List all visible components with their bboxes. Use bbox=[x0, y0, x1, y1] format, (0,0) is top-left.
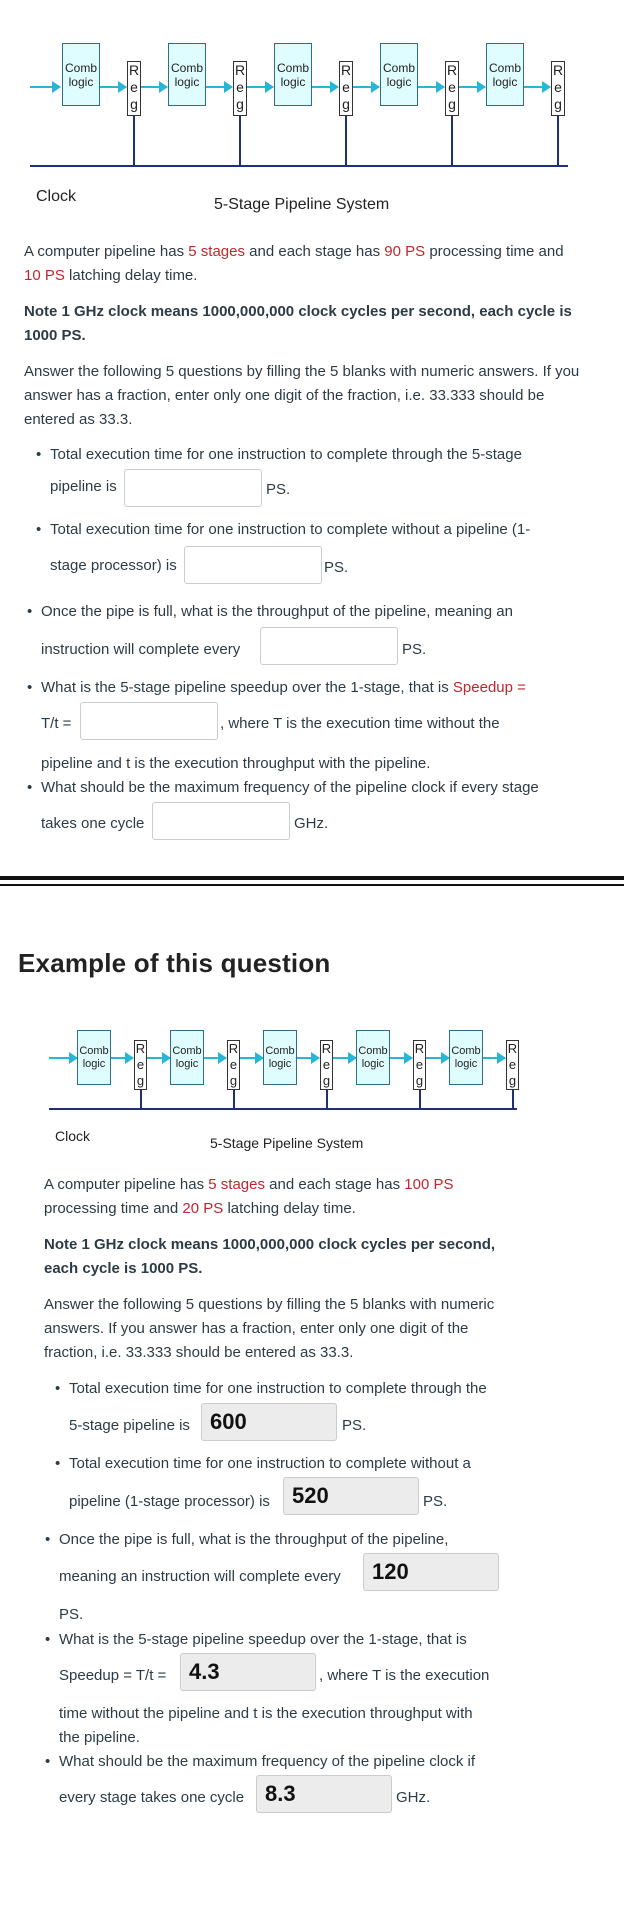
intro-text: A computer pipeline has bbox=[24, 243, 189, 260]
instructions-text: Answer the following 5 questions by filling the 5 blanks with numeric bbox=[44, 1296, 495, 1313]
pipeline-arrow bbox=[204, 1057, 226, 1059]
example-heading: Example of this question bbox=[18, 948, 331, 978]
reg-letter: R bbox=[340, 62, 352, 78]
reg-letter: R bbox=[135, 1041, 146, 1056]
register-block bbox=[445, 61, 459, 116]
pipeline-arrow bbox=[390, 1057, 412, 1059]
pipeline-arrow bbox=[240, 1057, 263, 1059]
example-question-4-line2: , where T is the execution bbox=[319, 1667, 490, 1684]
diagram-caption: 5-Stage Pipeline System bbox=[214, 196, 390, 213]
comb-label: logic bbox=[386, 74, 412, 89]
latch-delay-highlight: 10 PS bbox=[24, 267, 65, 284]
reg-letter: e bbox=[342, 79, 350, 95]
intro-text: latching delay time. bbox=[64, 267, 198, 284]
comb-logic-block bbox=[449, 1030, 483, 1085]
comb-label: Comb bbox=[382, 60, 415, 75]
instructions-paragraph bbox=[44, 1293, 544, 1365]
question-4-line2: , where T is the execution time without the bbox=[220, 715, 500, 732]
comb-label: Comb bbox=[79, 1044, 109, 1057]
intro-text: and each stage has bbox=[245, 243, 385, 260]
question-text: What should be the maximum frequency of the pipeline clock if every stage bbox=[41, 779, 539, 796]
comb-label: Comb bbox=[265, 1044, 295, 1057]
reg-letter: e bbox=[229, 1057, 238, 1072]
answer-input-2[interactable] bbox=[184, 546, 322, 584]
note-paragraph: Note 1 GHz clock means 1000,000,000 clock cycles per second, each cycle is 1000 PS. bbox=[24, 303, 572, 344]
reg-letter: g bbox=[322, 1073, 331, 1088]
speedup-formula: T/t = bbox=[41, 715, 72, 732]
example-question-4: • What is the 5-stage pipeline speedup over the 1-stage, that is bbox=[59, 1628, 467, 1652]
comb-logic-block bbox=[263, 1030, 297, 1085]
reg-letter: R bbox=[414, 1041, 425, 1056]
register-block bbox=[227, 1040, 240, 1090]
comb-label: Comb bbox=[276, 60, 309, 75]
question-4 bbox=[41, 676, 601, 700]
comb-label: Comb bbox=[488, 60, 521, 75]
speedup-highlight: Speedup = bbox=[452, 679, 526, 696]
answer-input-3[interactable]: 120 bbox=[363, 1553, 499, 1591]
question-2-line2 bbox=[50, 554, 177, 578]
reg-letter: e bbox=[130, 79, 138, 95]
reg-letter: R bbox=[321, 1041, 332, 1056]
unit-label: PS. bbox=[324, 559, 349, 576]
section-divider bbox=[0, 876, 624, 880]
comb-label: logic bbox=[174, 74, 200, 89]
comb-logic-block bbox=[62, 43, 100, 106]
reg-letter: R bbox=[507, 1041, 518, 1056]
instructions-text: answers. If you answer has a fraction, enter only one digit of the bbox=[44, 1320, 469, 1337]
reg-letter: R bbox=[234, 62, 246, 78]
answer-input-4[interactable]: 4.3 bbox=[180, 1653, 316, 1691]
example-question-2-line2: pipeline (1-stage processor) is bbox=[69, 1493, 270, 1510]
answer-input-3[interactable] bbox=[260, 627, 398, 665]
reg-letter: g bbox=[554, 96, 562, 112]
intro-text: latching delay time. bbox=[223, 1200, 356, 1217]
note-text: each cycle is 1000 PS. bbox=[44, 1260, 203, 1277]
reg-letter: e bbox=[322, 1057, 331, 1072]
comb-label: logic bbox=[280, 74, 306, 89]
example-question-1-line2: 5-stage pipeline is bbox=[69, 1417, 190, 1434]
instructions-text: fraction, i.e. 33.333 should be entered as 33.3. bbox=[44, 1344, 354, 1361]
pipeline-arrow bbox=[141, 86, 167, 88]
question-1-line2 bbox=[50, 475, 117, 499]
pipeline-arrow bbox=[426, 1057, 449, 1059]
reg-letter: R bbox=[128, 62, 140, 78]
answer-input-2[interactable]: 520 bbox=[283, 1477, 419, 1515]
register-block bbox=[320, 1040, 333, 1090]
reg-letter: e bbox=[415, 1057, 424, 1072]
processing-time-highlight: 100 PS bbox=[404, 1176, 454, 1193]
pipeline-arrow bbox=[312, 86, 338, 88]
stages-highlight: 5 stages bbox=[208, 1176, 265, 1193]
reg-letter: e bbox=[236, 79, 244, 95]
speedup-formula: Speedup = T/t = bbox=[59, 1667, 167, 1684]
section-divider bbox=[0, 884, 624, 886]
example-question-4-line3: time without the pipeline and t is the execution throughput with bbox=[59, 1705, 473, 1722]
reg-letter: R bbox=[446, 62, 458, 78]
example-question-3-line2: meaning an instruction will complete every bbox=[59, 1568, 341, 1585]
question-5-line2: takes one cycle bbox=[41, 815, 145, 832]
answer-input-5[interactable] bbox=[152, 802, 290, 840]
pipeline-arrow bbox=[30, 86, 60, 88]
reg-letter: g bbox=[508, 1073, 517, 1088]
clock-line bbox=[239, 116, 241, 166]
clock-line bbox=[133, 116, 135, 166]
answer-input-5[interactable]: 8.3 bbox=[256, 1775, 392, 1813]
pipeline-arrow bbox=[418, 86, 444, 88]
reg-letter: g bbox=[229, 1073, 238, 1088]
clock-line bbox=[140, 1090, 142, 1109]
comb-label: Comb bbox=[64, 60, 97, 75]
register-block bbox=[413, 1040, 426, 1090]
comb-logic-block bbox=[356, 1030, 390, 1085]
unit-label: PS. bbox=[59, 1606, 84, 1623]
diagram-caption: 5-Stage Pipeline System bbox=[210, 1135, 364, 1151]
question-4-line3: pipeline and t is the execution throughput with the pipeline. bbox=[41, 755, 431, 772]
comb-label: logic bbox=[68, 74, 94, 89]
comb-label: Comb bbox=[172, 1044, 202, 1057]
question-text: Total execution time for one instruction to complete without a pipeline (1- bbox=[50, 521, 531, 538]
clock-line bbox=[419, 1090, 421, 1109]
question-text: Total execution time for one instruction to complete through the 5-stage bbox=[50, 446, 522, 463]
register-block bbox=[551, 61, 565, 116]
register-block bbox=[127, 61, 141, 116]
question-3 bbox=[41, 600, 601, 624]
example-question-1: • Total execution time for one instruction to complete through the bbox=[69, 1377, 487, 1401]
reg-letter: g bbox=[415, 1073, 424, 1088]
comb-label: logic bbox=[175, 1057, 199, 1070]
question-text: Once the pipe is full, what is the throughput of the pipeline, meaning an bbox=[41, 603, 513, 620]
unit-label: PS. bbox=[266, 481, 291, 498]
register-block bbox=[506, 1040, 519, 1090]
register-block bbox=[134, 1040, 147, 1090]
instructions-paragraph: Answer the following 5 questions by filling the 5 blanks with numeric answers. If you answer has a fraction, enter only one digit of the fraction, i.e. 33.333 should be entered as 33.3. bbox=[24, 363, 580, 428]
comb-label: logic bbox=[82, 1057, 106, 1070]
question-1 bbox=[50, 443, 590, 467]
reg-letter: g bbox=[130, 96, 138, 112]
comb-label: Comb bbox=[451, 1044, 481, 1057]
clock-line bbox=[49, 1108, 517, 1110]
question-2 bbox=[50, 518, 590, 542]
unit-label: GHz. bbox=[396, 1789, 431, 1806]
comb-label: logic bbox=[361, 1057, 385, 1070]
comb-logic-block bbox=[274, 43, 312, 106]
example-question-2: • Total execution time for one instruction to complete without a bbox=[69, 1452, 471, 1476]
pipeline-arrow bbox=[206, 86, 232, 88]
clock-label: Clock bbox=[36, 188, 77, 205]
pipeline-diagram bbox=[0, 0, 624, 213]
intro-paragraph bbox=[24, 240, 584, 288]
unit-label: PS. bbox=[342, 1417, 367, 1434]
example-question-3: • Once the pipe is full, what is the throughput of the pipeline, bbox=[59, 1528, 448, 1552]
reg-letter: g bbox=[236, 96, 244, 112]
note-text: Note 1 GHz clock means 1000,000,000 clock cycles per second, bbox=[44, 1236, 496, 1253]
question-5 bbox=[41, 776, 601, 800]
unit-label: PS. bbox=[423, 1493, 448, 1510]
comb-logic-block bbox=[486, 43, 524, 106]
register-block bbox=[233, 61, 247, 116]
answer-input-4[interactable] bbox=[80, 702, 218, 740]
comb-logic-block bbox=[170, 1030, 204, 1085]
pipeline-arrow bbox=[49, 1057, 77, 1059]
intro-text: processing time and bbox=[44, 1200, 183, 1217]
pipeline-arrow bbox=[100, 86, 126, 88]
clock-line bbox=[326, 1090, 328, 1109]
answer-input-1[interactable] bbox=[124, 469, 262, 507]
reg-letter: e bbox=[508, 1057, 517, 1072]
clock-label: Clock bbox=[55, 1128, 91, 1144]
reg-letter: R bbox=[552, 62, 564, 78]
clock-line bbox=[30, 165, 568, 167]
register-block bbox=[339, 61, 353, 116]
note-paragraph bbox=[44, 1233, 524, 1281]
clock-line bbox=[512, 1090, 514, 1109]
comb-logic-block bbox=[380, 43, 418, 106]
pipeline-arrow bbox=[111, 1057, 133, 1059]
intro-text: processing time and bbox=[425, 243, 564, 260]
pipeline-arrow bbox=[297, 1057, 319, 1059]
answer-input-1[interactable]: 600 bbox=[201, 1403, 337, 1441]
comb-label: logic bbox=[492, 74, 518, 89]
reg-letter: g bbox=[136, 1073, 145, 1088]
comb-label: Comb bbox=[358, 1044, 388, 1057]
pipeline-diagram bbox=[0, 1010, 624, 1160]
comb-label: logic bbox=[454, 1057, 478, 1070]
question-3-line2 bbox=[41, 638, 240, 662]
example-question-5-line2: every stage takes one cycle bbox=[59, 1789, 245, 1806]
unit-label: GHz. bbox=[294, 815, 329, 832]
clock-line bbox=[345, 116, 347, 166]
question-text: pipeline is bbox=[50, 478, 117, 495]
comb-logic-block bbox=[77, 1030, 111, 1085]
reg-letter: e bbox=[136, 1057, 145, 1072]
reg-letter: e bbox=[448, 79, 456, 95]
comb-label: Comb bbox=[170, 60, 203, 75]
intro-text: and each stage has bbox=[265, 1176, 405, 1193]
example-question-5: • What should be the maximum frequency of the pipeline clock if bbox=[59, 1750, 475, 1774]
intro-text: A computer pipeline has bbox=[44, 1176, 209, 1193]
clock-line bbox=[451, 116, 453, 166]
unit-label: PS. bbox=[402, 641, 427, 658]
comb-label: logic bbox=[268, 1057, 292, 1070]
processing-time-highlight: 90 PS bbox=[384, 243, 426, 260]
stages-highlight: 5 stages bbox=[188, 243, 245, 260]
pipeline-arrow bbox=[353, 86, 379, 88]
pipeline-arrow bbox=[459, 86, 485, 88]
example-question-4-line4: the pipeline. bbox=[59, 1729, 140, 1746]
pipeline-arrow bbox=[333, 1057, 356, 1059]
reg-letter: R bbox=[228, 1041, 239, 1056]
pipeline-arrow bbox=[483, 1057, 505, 1059]
pipeline-arrow bbox=[247, 86, 273, 88]
question-text: stage processor) is bbox=[50, 557, 177, 574]
reg-letter: g bbox=[342, 96, 350, 112]
question-text: instruction will complete every bbox=[41, 641, 241, 658]
intro-paragraph bbox=[44, 1173, 494, 1221]
comb-logic-block bbox=[168, 43, 206, 106]
reg-letter: e bbox=[554, 79, 562, 95]
clock-line bbox=[233, 1090, 235, 1109]
clock-line bbox=[557, 116, 559, 166]
reg-letter: g bbox=[448, 96, 456, 112]
question-text: What is the 5-stage pipeline speedup over the 1-stage, that is bbox=[41, 679, 453, 696]
latch-delay-highlight: 20 PS bbox=[182, 1200, 224, 1217]
pipeline-arrow bbox=[524, 86, 550, 88]
pipeline-arrow bbox=[147, 1057, 170, 1059]
